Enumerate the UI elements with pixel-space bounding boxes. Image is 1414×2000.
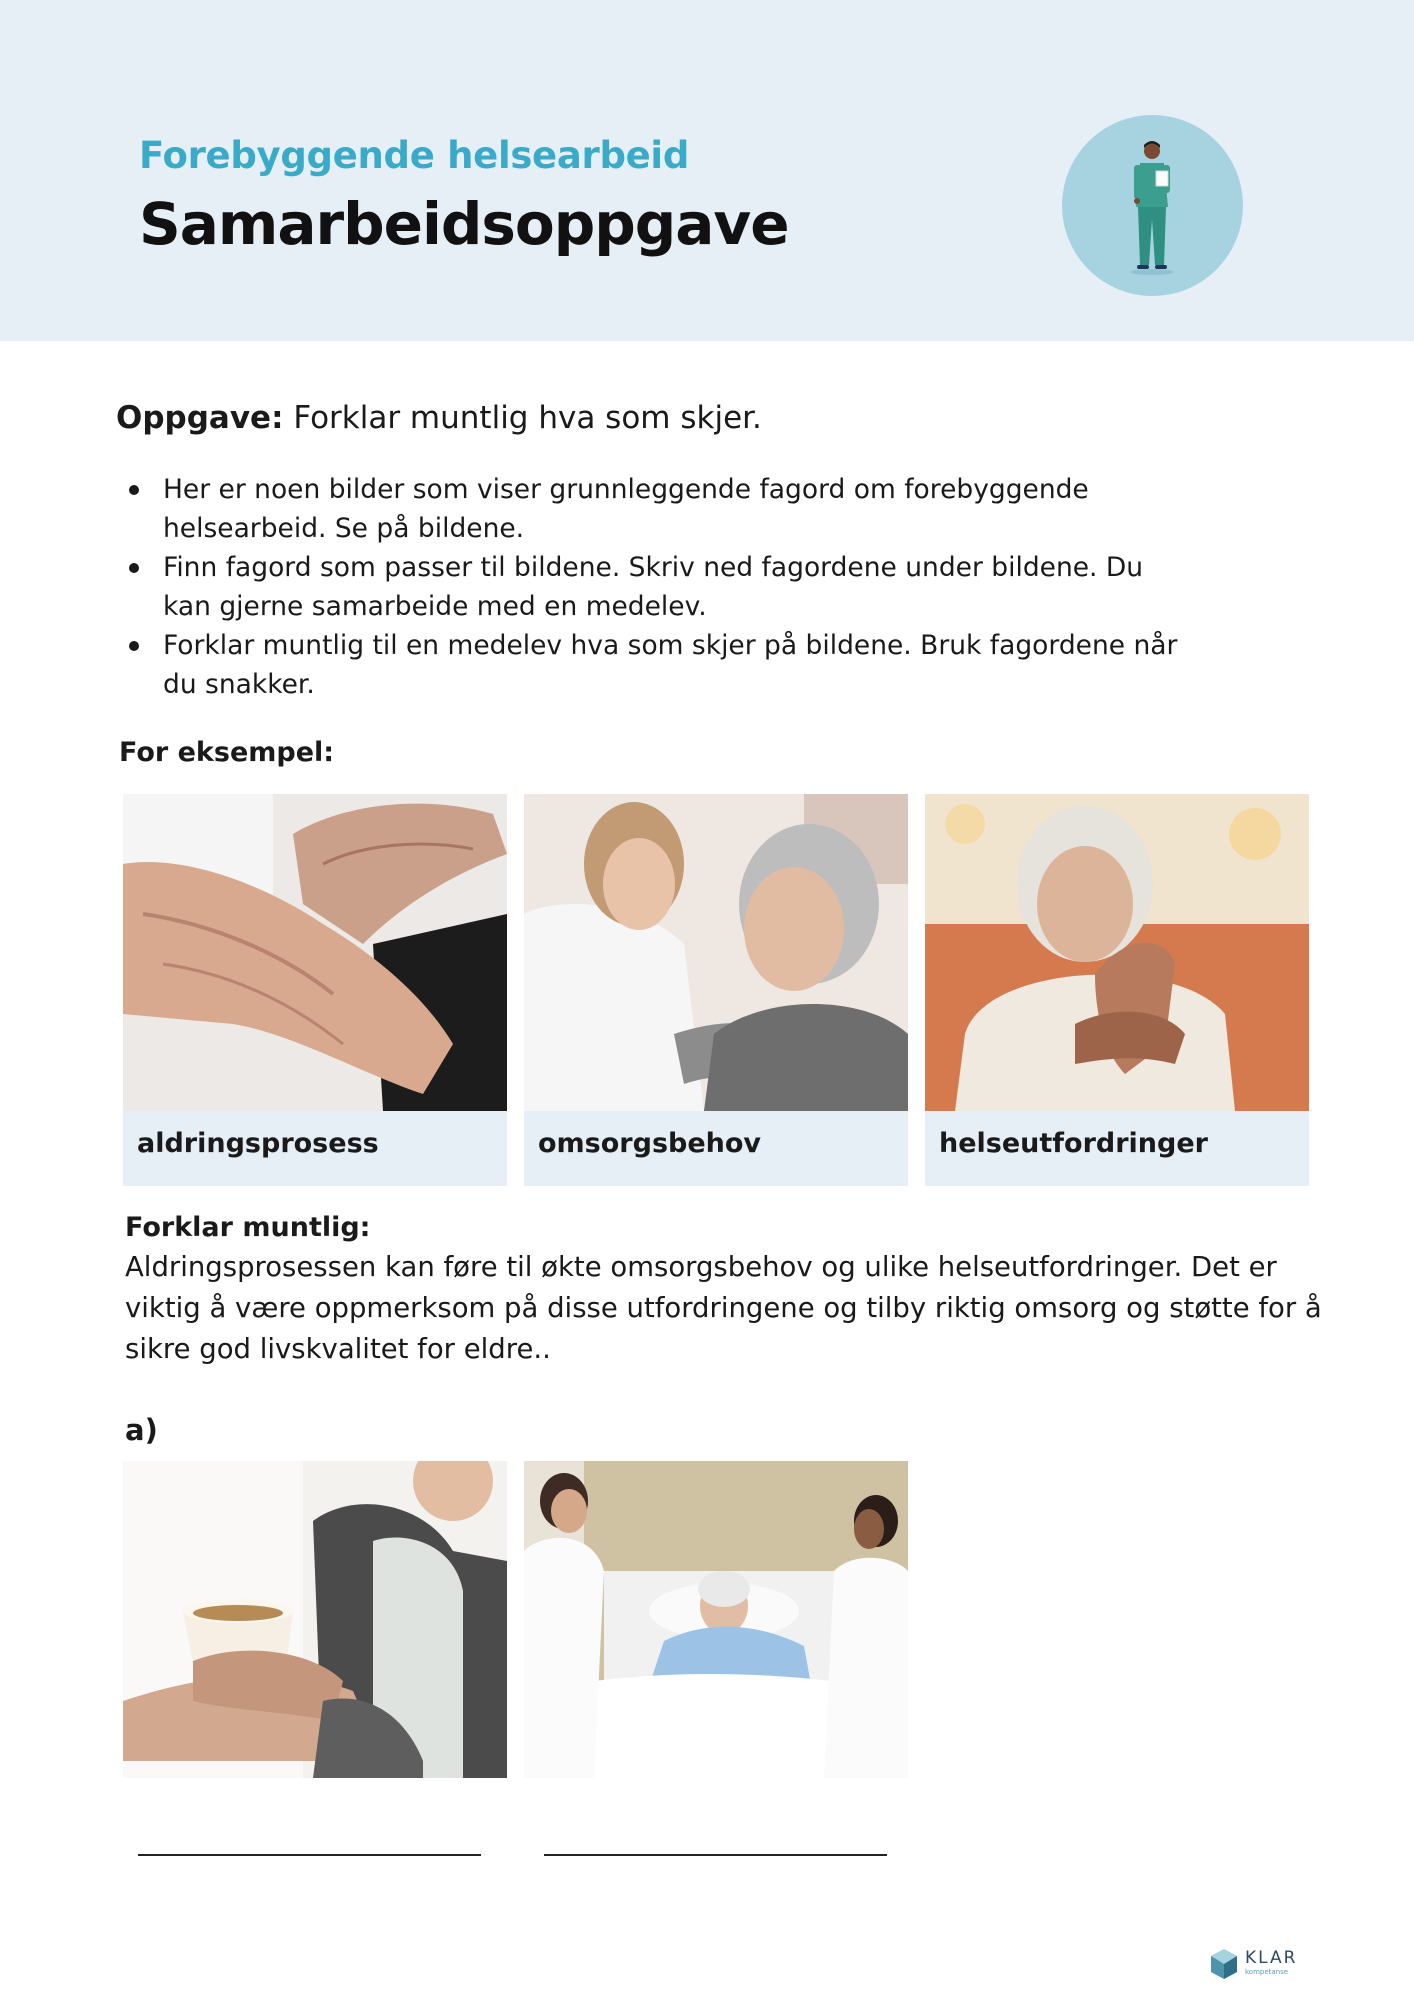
page-subtitle: Forebyggende helsearbeid [139,134,690,177]
nurse-with-elderly-woman-photo [524,794,908,1111]
task-heading [116,400,762,436]
answer-line[interactable] [544,1854,887,1856]
explain-label: Forklar muntlig: [125,1212,371,1243]
klar-logo-icon [1209,1948,1239,1980]
answer-line[interactable] [138,1854,481,1856]
instruction-list [126,470,1186,704]
card-caption: aldringsprosess [137,1128,379,1159]
instruction-item: Finn fagord som passer til bildene. Skriv ned fagordene under bildene. Du kan gjerne samarbeide med en medelev. [126,548,1186,626]
task-label: Oppgave: [116,400,284,436]
hands-holding-tea-cup-photo [123,1461,507,1778]
healthcare-worker-icon [1062,115,1243,296]
example-card [925,794,1309,1186]
explain-text: Aldringsprosessen kan føre til økte omsorgsbehov og ulike helseutfordringer. Det er viktig å være oppmerksom på disse utfordringene og tilby riktig omsorg og støtte for å sikre god livskvalitet for eldre.. [125,1251,1322,1365]
exercise-label: a) [125,1413,158,1447]
card-caption: omsorgsbehov [538,1128,762,1159]
page-title: Samarbeidsoppgave [139,190,789,258]
example-card [524,794,908,1186]
logo-name: KLAR [1245,1948,1298,1968]
card-caption: helseutfordringer [939,1128,1208,1159]
elderly-woman-holding-wrist-photo [925,794,1309,1111]
header-band [0,0,1414,341]
patient-in-bed-with-nurses-photo [524,1461,908,1778]
logo-sub: kompetanse [1245,1968,1289,1976]
example-label: For eksempel: [119,737,335,768]
klar-logo [1209,1946,1309,1982]
instruction-item: Her er noen bilder som viser grunnleggende fagord om forebyggende helsearbeid. Se på bildene. [126,470,1186,548]
example-card [123,794,507,1186]
instruction-item: Forklar muntlig til en medelev hva som skjer på bildene. Bruk fagordene når du snakker. [126,626,1186,704]
task-text: Forklar muntlig hva som skjer. [283,400,762,436]
elderly-hands-photo [123,794,507,1111]
